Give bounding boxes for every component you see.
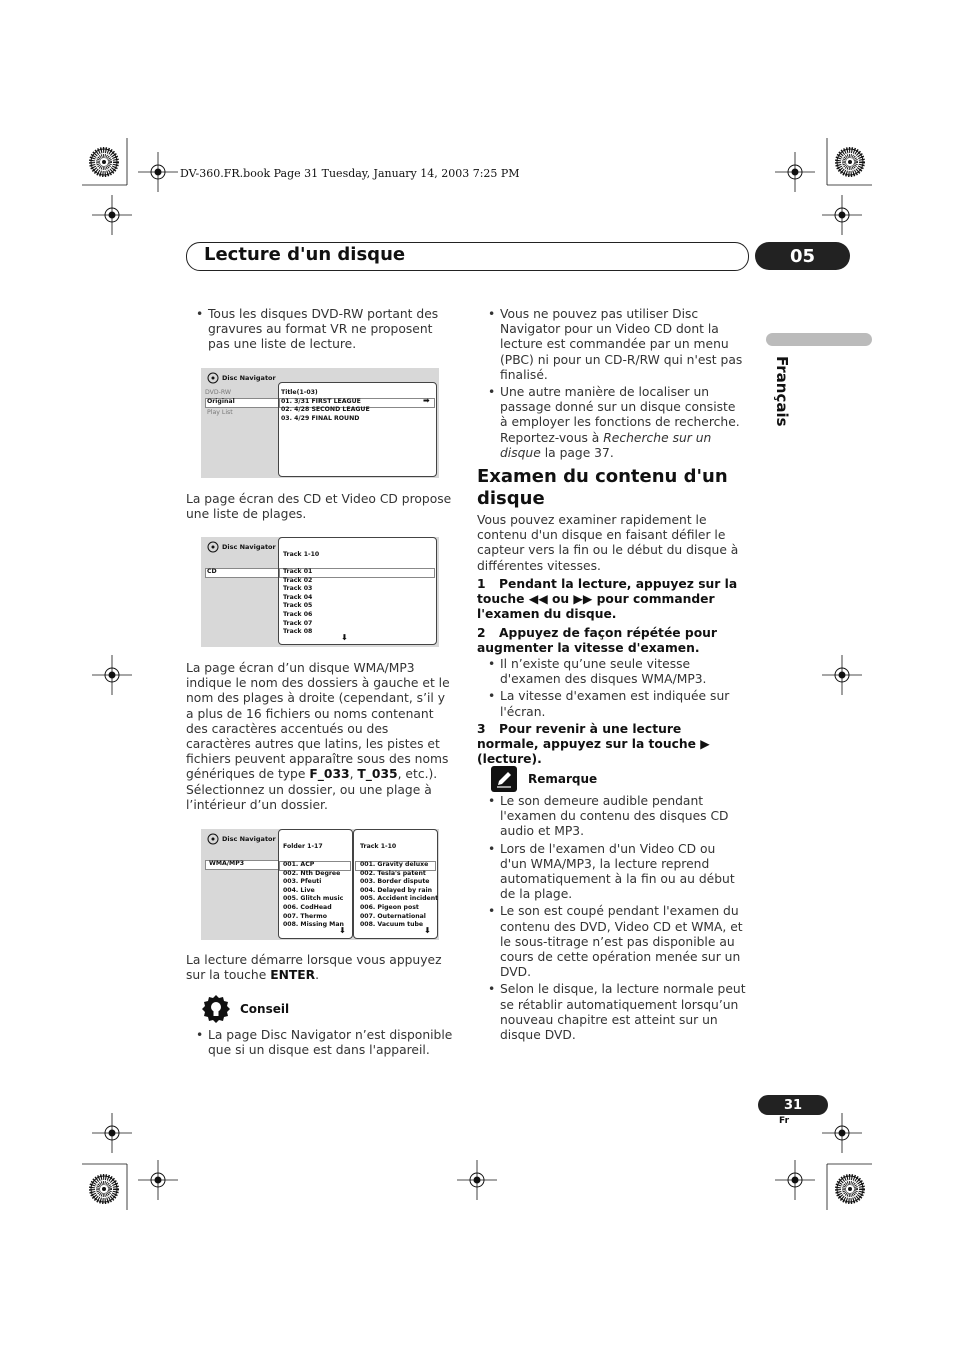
track-row[interactable]: Track 04 xyxy=(283,593,313,601)
step-number: 3 xyxy=(477,722,486,736)
arrow-down-icon: ⬇ xyxy=(424,926,431,935)
menu-item-original[interactable]: Original xyxy=(207,398,235,405)
step-2 xyxy=(477,626,745,656)
bullet2-text-c: la page 37. xyxy=(540,445,614,460)
folder-row[interactable]: 007. Thermo xyxy=(283,912,327,920)
enter-text-a: La lecture démarre lorsque vous appuyez sur la touche xyxy=(186,953,442,983)
menu-item-wma-mp3[interactable]: WMA/MP3 xyxy=(209,860,245,867)
folder-row[interactable]: 005. Glitch music xyxy=(283,895,344,903)
folder-row[interactable]: 004. Live xyxy=(283,886,315,894)
track-row[interactable]: Track 05 xyxy=(283,602,313,610)
list-item: • Le son est coupé pendant l'examen du contenu des DVD, Video CD et WMA, et le sous-titrage n’est pas disponible au cours de cette opération menée sur un DVD. xyxy=(478,904,746,980)
disc-navigator-screen-dvdrw xyxy=(201,368,439,478)
disc-icon xyxy=(207,541,219,553)
menu-item-play-list[interactable]: Play List xyxy=(207,409,233,416)
step-number: 2 xyxy=(477,626,486,640)
step2-bullet-list xyxy=(478,657,746,722)
cd-paragraph: La page écran des CD et Video CD propose une liste de plages. xyxy=(186,492,452,522)
list-item: • Vous ne pouvez pas utiliser Disc Navigator pour un Video CD dont la lecture est commandée par un menu (PBC) ni pour un CD-R/RW qui n'est pas finalisé. xyxy=(478,307,744,383)
track-row[interactable]: 007. Outernational xyxy=(360,912,426,920)
folder-row[interactable]: 006. CodHead xyxy=(283,904,332,911)
cross-reference-link[interactable]: Recherche sur un disque xyxy=(500,430,712,460)
track-row[interactable]: 004. Delayed by rain xyxy=(360,886,433,894)
folder-row[interactable]: 001. ACP xyxy=(283,861,315,868)
track-row[interactable]: Track 08 xyxy=(283,628,313,636)
wma-text-sep: , xyxy=(349,767,358,782)
track-row[interactable]: Track 07 xyxy=(283,619,313,627)
enter-paragraph xyxy=(186,953,456,983)
folder-list-header: Folder 1-17 xyxy=(283,843,323,850)
title-row[interactable]: 02. 4/28 SECOND LEAGUE xyxy=(281,406,370,413)
disc-navigator-logo: Disc Navigator xyxy=(222,835,276,843)
list-item xyxy=(478,385,744,461)
track-row[interactable]: Track 03 xyxy=(283,585,313,593)
title-list-header: Title(1-03) xyxy=(281,389,318,396)
note-bullet-list xyxy=(478,794,746,1045)
language-label: Français xyxy=(773,356,791,427)
arrow-right-icon: ➡ xyxy=(423,396,430,405)
wma-text-a: La page écran d’un disque WMA/MP3 indique le nom des dossiers à gauche et le nom des plages à droite (cependant, s’il y a plus de 16 fichiers ou noms contenant des caractères accentués ou des caractères autres que latins, les pistes et fichiers peuvent apparaître sous des noms génériques de type xyxy=(186,661,450,782)
track-list-header: Track 1-10 xyxy=(283,551,320,558)
bullet2-text-a: Une autre manière de localiser un passage donné sur un disque consiste à employer les fonctions de recherche. Reportez-vous à xyxy=(500,385,740,445)
list-item: • La page Disc Navigator n’est disponible que si un disque est dans l'appareil. xyxy=(186,1028,456,1058)
list-item: • Le son demeure audible pendant l'examen du contenu des disques CD audio et MP3. xyxy=(478,794,746,840)
right-bullet-list xyxy=(478,307,744,463)
track-row[interactable]: Track 06 xyxy=(283,611,313,618)
disc-icon xyxy=(207,833,219,845)
disc-navigator-logo: Disc Navigator xyxy=(222,374,276,382)
page-number: 31 xyxy=(758,1095,828,1115)
pencil-note-icon xyxy=(491,766,517,792)
step-text: Pendant la lecture, appuyez sur la touche ◀◀ ou ▶▶ pour commander l'examen du disque. xyxy=(477,577,738,622)
track-list-header: Track 1-10 xyxy=(360,843,397,850)
arrow-down-icon: ⬇ xyxy=(339,926,346,935)
page-language: Fr xyxy=(779,1116,790,1126)
track-row[interactable]: 003. Border dispute xyxy=(360,878,430,886)
step-3 xyxy=(477,722,745,768)
folder-row[interactable]: 003. Pfeuti xyxy=(283,878,322,886)
disc-navigator-screen-cd xyxy=(201,537,439,647)
chapter-title: Lecture d'un disque xyxy=(204,244,406,265)
list-item: • Lors de l'examen d'un Video CD ou d'un WMA/MP3, la lecture reprend automatiquement à la fin ou au début de la plage. xyxy=(478,842,746,903)
wma-paragraph xyxy=(186,661,454,813)
list-item: • Selon le disque, la lecture normale peut se rétablir automatiquement lorsqu’un nouveau chapitre est atteint sur un disque DVD. xyxy=(478,982,746,1043)
arrow-down-icon: ⬇ xyxy=(341,633,348,642)
tip-bullet-list xyxy=(186,1028,456,1060)
wma-text-c: , etc.). Sélectionnez un dossier, ou une plage à l’intérieur d’un dossier. xyxy=(186,767,438,812)
enter-text-c: . xyxy=(315,968,320,983)
chapter-number: 05 xyxy=(755,242,850,270)
print-header: DV-360.FR.book Page 31 Tuesday, January 14, 2003 7:25 PM xyxy=(180,167,520,180)
menu-item-dvd-rw: DVD-RW xyxy=(205,389,232,396)
track-row[interactable]: 005. Accident incident xyxy=(360,895,439,903)
step-number: 1 xyxy=(477,577,486,591)
note-title: Remarque xyxy=(528,772,598,786)
disc-icon xyxy=(207,372,219,384)
lightbulb-icon xyxy=(201,994,231,1024)
track-row[interactable]: Track 02 xyxy=(283,576,313,584)
title-row[interactable]: 01. 3/31 FIRST LEAGUE xyxy=(281,398,361,405)
list-item: • Tous les disques DVD-RW portant des gravures au format VR ne proposent pas une liste de lecture. xyxy=(186,307,454,353)
section-intro: Vous pouvez examiner rapidement le contenu d'un disque en faisant défiler le capteur vers la fin ou le début du disque à différentes vitesses. xyxy=(477,513,739,573)
step-text: Pour revenir à une lecture normale, appuyez sur la touche ▶ (lecture). xyxy=(477,722,710,767)
disc-navigator-logo: Disc Navigator xyxy=(222,543,276,551)
folder-row[interactable]: 008. Missing Man xyxy=(283,921,344,929)
section-title: Examen du contenu d'un disque xyxy=(477,466,728,509)
disc-navigator-screen-wma xyxy=(201,829,439,940)
track-row[interactable]: 008. Vacuum tube xyxy=(360,921,424,929)
language-tab xyxy=(766,333,872,346)
wma-example-folder: F_033 xyxy=(309,767,350,782)
list-item: • La vitesse d'examen est indiquée sur l'écran. xyxy=(478,689,746,719)
track-row[interactable]: Track 01 xyxy=(283,568,313,575)
step-text: Appuyez de façon répétée pour augmenter la vitesse d'examen. xyxy=(477,626,717,656)
folder-row[interactable]: 002. Nth Degree xyxy=(283,869,341,877)
step-1 xyxy=(477,577,745,623)
menu-item-cd[interactable]: CD xyxy=(207,568,217,575)
track-row[interactable]: 006. Pigeon post xyxy=(360,904,419,911)
title-row[interactable]: 03. 4/29 FINAL ROUND xyxy=(281,415,360,422)
tip-title: Conseil xyxy=(240,1002,290,1016)
list-item: • Il n’existe qu’une seule vitesse d'examen des disques WMA/MP3. xyxy=(478,657,746,687)
left-bullet-list xyxy=(186,307,454,355)
wma-example-track: T_035 xyxy=(357,767,398,782)
track-row[interactable]: 001. Gravity deluxe xyxy=(360,861,429,868)
track-row[interactable]: 002. Tesla's patent xyxy=(360,869,426,877)
enter-key: ENTER xyxy=(270,968,316,983)
